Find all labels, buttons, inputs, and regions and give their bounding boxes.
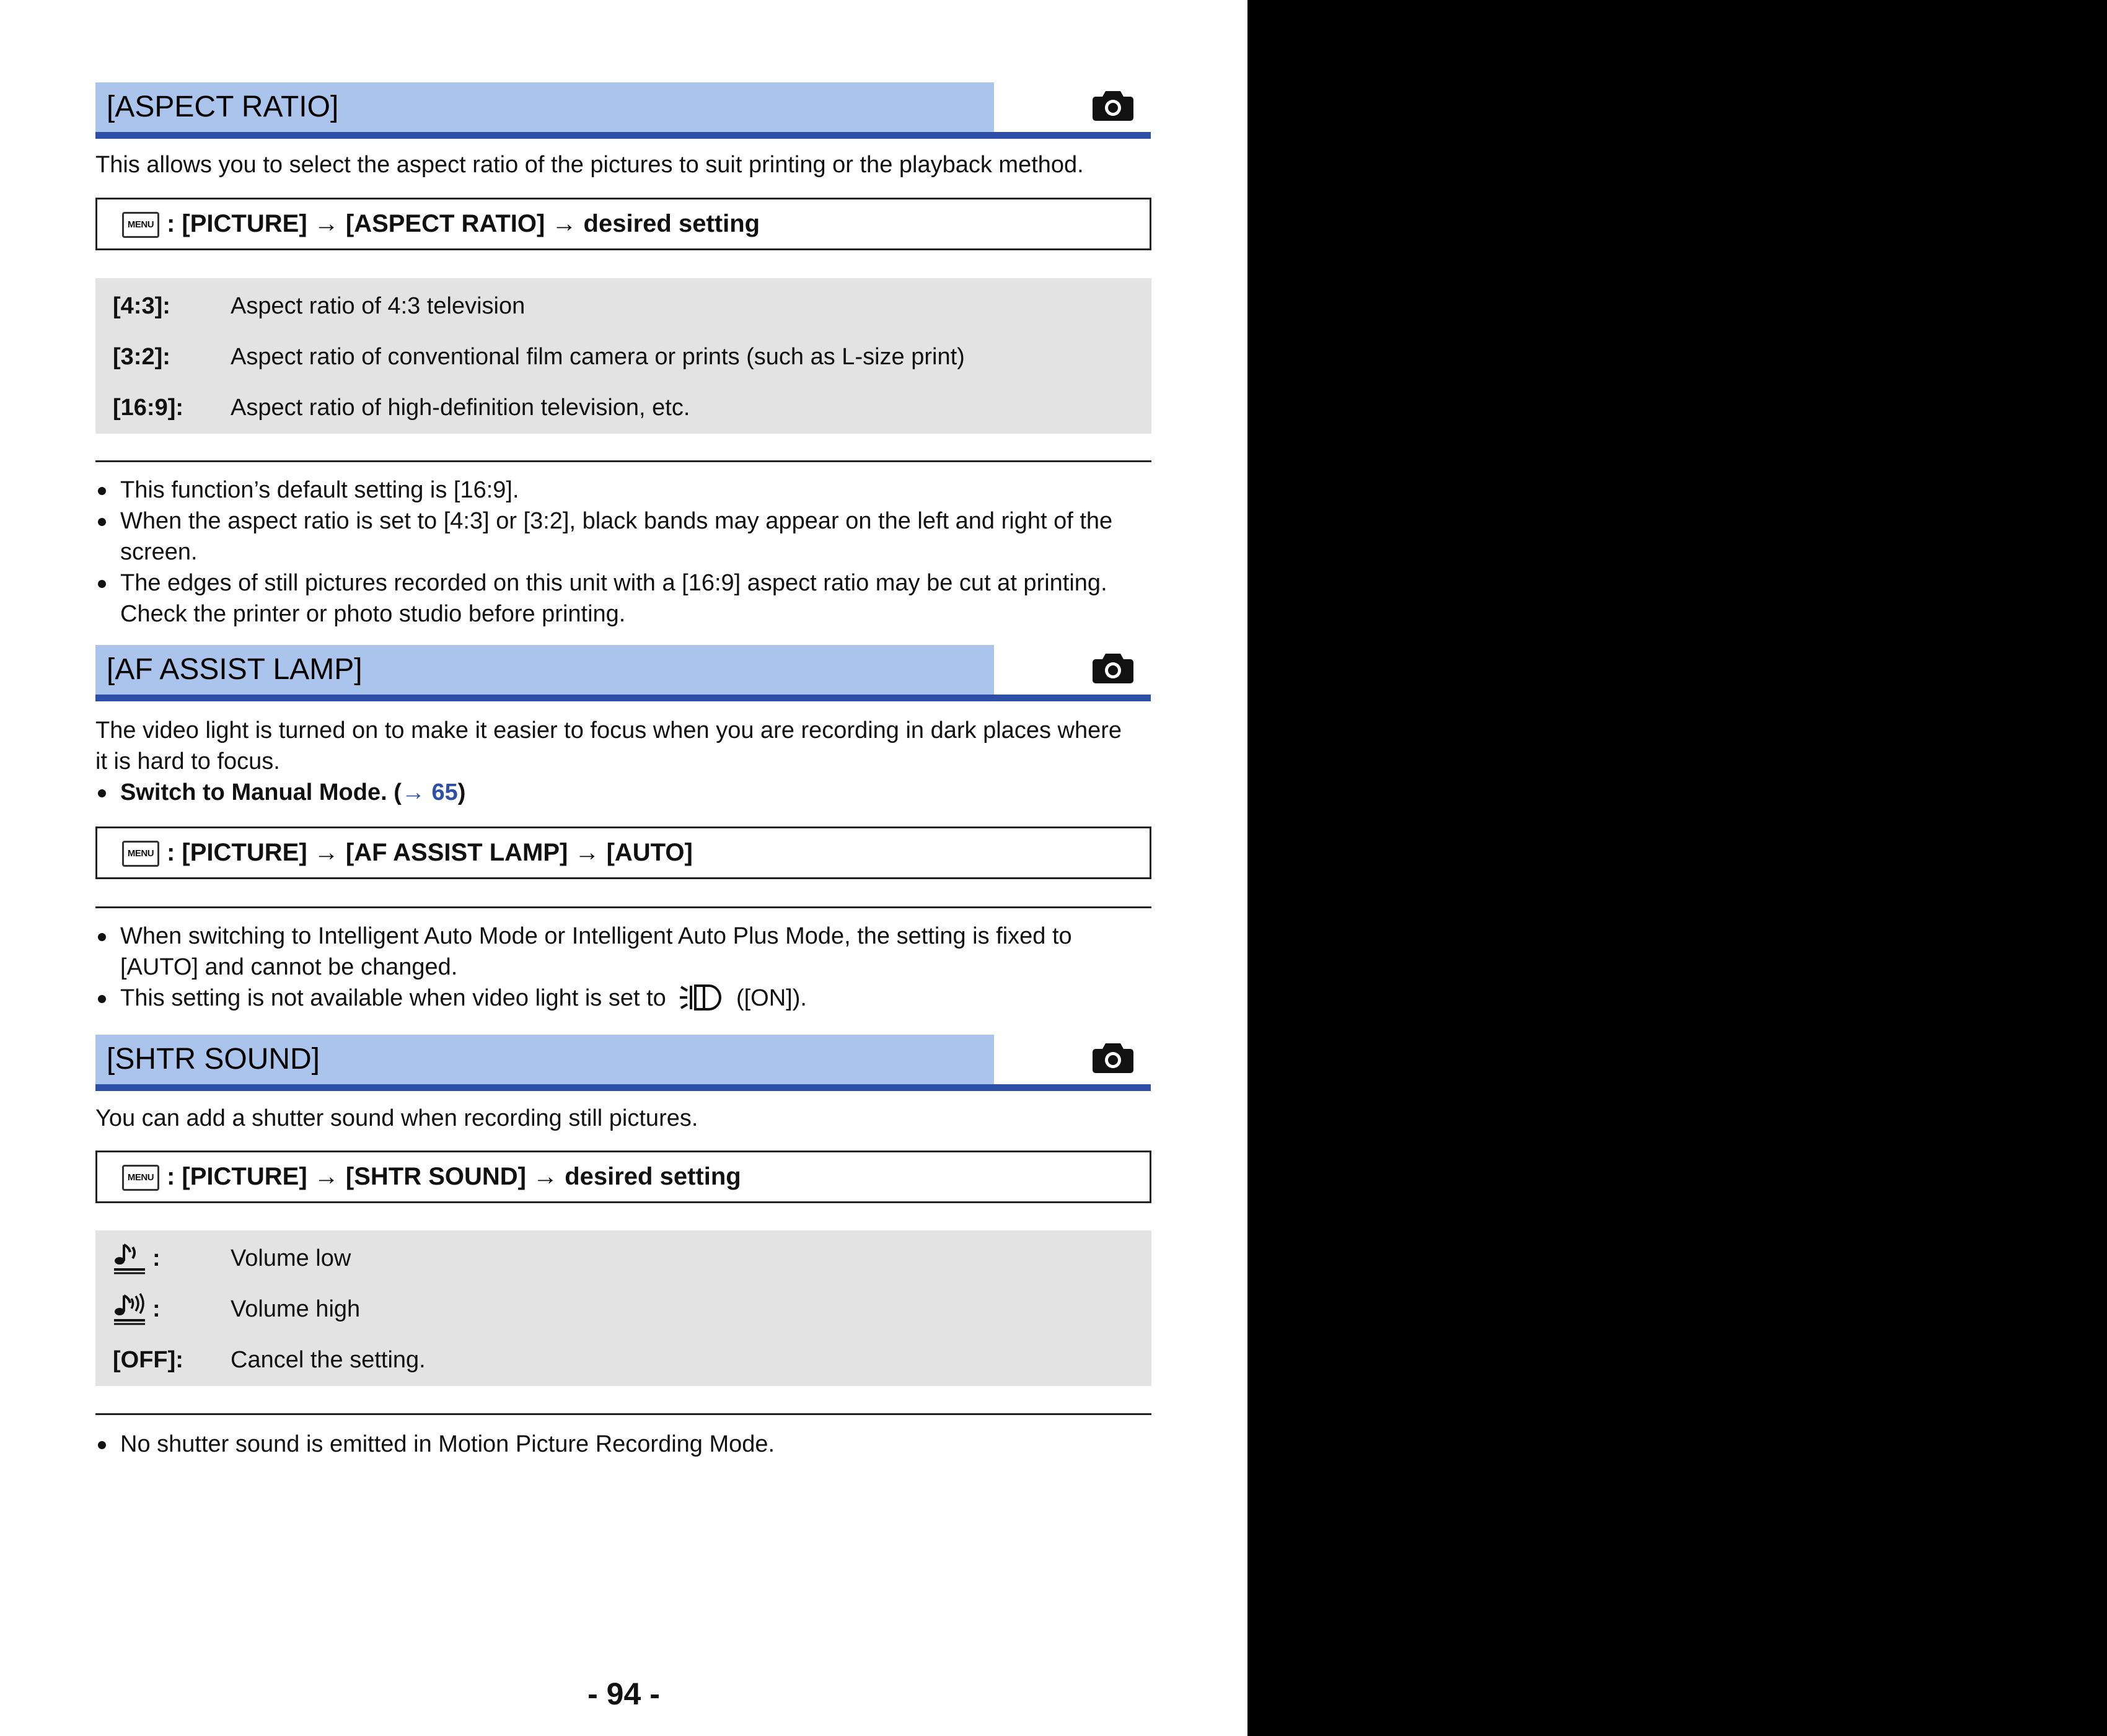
option-key-colon: : <box>152 1296 161 1322</box>
camera-icon <box>1092 1040 1134 1074</box>
note-line <box>120 983 807 1014</box>
section-title: [AF ASSIST LAMP] <box>107 653 363 686</box>
menu-path-box <box>95 1151 1151 1203</box>
note-line: Check the printer or photo studio before printing. <box>120 601 626 627</box>
bullet-dot <box>98 789 106 797</box>
bullet-dot <box>98 580 106 588</box>
note-line: No shutter sound is emitted in Motion Picture Recording Mode. <box>120 1431 775 1457</box>
camera-icon <box>1092 650 1134 685</box>
option-row <box>95 382 1151 433</box>
section-description-line: it is hard to focus. <box>95 748 280 774</box>
option-key-colon: : <box>152 1245 161 1271</box>
video-light-icon <box>679 983 723 1012</box>
note-line: This function’s default setting is [16:9]. <box>120 477 519 503</box>
option-row <box>95 1233 1151 1284</box>
menu-path: : [PICTURE] → [AF ASSIST LAMP] → [AUTO] <box>167 839 693 866</box>
option-value: Volume low <box>231 1245 351 1271</box>
option-row <box>95 1284 1151 1335</box>
section-title-bar <box>95 82 994 132</box>
option-value: Volume high <box>231 1296 361 1322</box>
manual-mode-note-text <box>120 777 465 808</box>
menu-path-box <box>95 826 1151 879</box>
note-line: [AUTO] and cannot be changed. <box>120 954 458 980</box>
camera-icon <box>1092 87 1134 122</box>
options-table <box>95 1230 1151 1386</box>
section-description-line: The video light is turned on to make it easier to focus when you are recording in dark places where <box>95 717 1122 743</box>
note-line: The edges of still pictures recorded on this unit with a [16:9] aspect ratio may be cut at printing. <box>120 570 1107 596</box>
section-title-bar <box>95 645 994 695</box>
section-header-aspect-ratio <box>95 82 1151 139</box>
note-text-end: ([ON]). <box>736 985 807 1011</box>
option-value: Aspect ratio of 4:3 television <box>231 293 526 319</box>
menu-icon: MENU <box>122 212 159 238</box>
options-table <box>95 278 1151 434</box>
option-key: [4:3]: <box>113 293 170 319</box>
bullet-dot <box>98 1441 106 1449</box>
note-line: screen. <box>120 539 198 565</box>
option-row <box>95 281 1151 331</box>
section-description: This allows you to select the aspect ratio of the pictures to suit printing or the playback method. <box>95 152 1084 178</box>
section-title: [SHTR SOUND] <box>107 1043 320 1076</box>
option-key: [16:9]: <box>113 395 184 421</box>
option-row <box>95 331 1151 382</box>
option-key: [OFF]: <box>113 1347 183 1373</box>
note-text: Switch to Manual Mode. ( <box>120 779 402 805</box>
volume-low-icon <box>113 1240 146 1274</box>
note-line: When switching to Intelligent Auto Mode or Intelligent Auto Plus Mode, the setting is fixed to <box>120 923 1072 949</box>
section-header-af-assist-lamp <box>95 645 1151 701</box>
section-title: [ASPECT RATIO] <box>107 90 339 123</box>
option-key <box>113 1233 161 1284</box>
menu-path-box <box>95 198 1151 250</box>
section-title-bar <box>95 1035 994 1084</box>
divider <box>95 1413 1151 1415</box>
note-line: When the aspect ratio is set to [4:3] or [3:2], black bands may appear on the left and right of the <box>120 508 1113 534</box>
option-value: Aspect ratio of high-definition television, etc. <box>231 395 690 421</box>
black-margin <box>1247 0 2107 1736</box>
divider <box>95 460 1151 462</box>
bullet-dot <box>98 995 106 1003</box>
option-value: Cancel the setting. <box>231 1347 426 1373</box>
bullet-dot <box>98 933 106 941</box>
option-key <box>113 1284 161 1335</box>
section-description: You can add a shutter sound when recording still pictures. <box>95 1105 698 1131</box>
option-row <box>95 1335 1151 1385</box>
page-reference-link[interactable]: → 65 <box>401 779 458 805</box>
note-text-end: ) <box>457 779 466 805</box>
option-key: [3:2]: <box>113 344 170 370</box>
bullet-dot <box>98 518 106 526</box>
section-header-shtr-sound <box>95 1035 1151 1091</box>
menu-icon: MENU <box>122 1165 159 1191</box>
option-value: Aspect ratio of conventional film camera or prints (such as L-size print) <box>231 344 965 370</box>
page-number: - 94 - <box>587 1677 660 1711</box>
menu-icon: MENU <box>122 841 159 867</box>
note-text: This setting is not available when video light is set to <box>120 985 666 1011</box>
volume-high-icon <box>113 1291 146 1325</box>
bullet-dot <box>98 487 106 495</box>
menu-path: : [PICTURE] → [SHTR SOUND] → desired setting <box>167 1163 741 1190</box>
menu-path: : [PICTURE] → [ASPECT RATIO] → desired setting <box>167 210 760 237</box>
divider <box>95 906 1151 908</box>
